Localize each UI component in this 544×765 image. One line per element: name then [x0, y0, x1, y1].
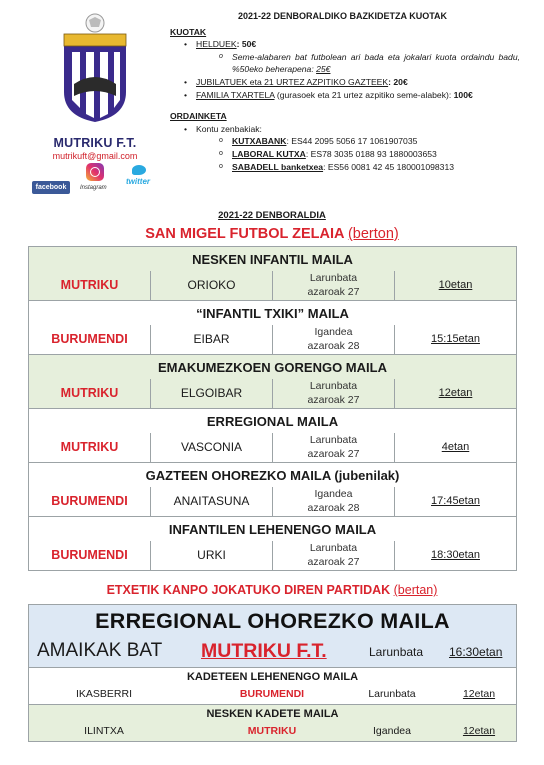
- instagram-label[interactable]: Instagram: [80, 185, 107, 191]
- rival-team: EIBAR: [151, 325, 273, 355]
- match-block: [29, 247, 517, 301]
- match-time: 16:30etan: [449, 645, 503, 659]
- facebook-badge[interactable]: facebook: [32, 181, 70, 194]
- match-date: Larunbata azaroak 27: [273, 433, 395, 463]
- match-time: 12etan: [462, 725, 496, 737]
- match-block: [29, 517, 517, 571]
- away-main-category: ERREGIONAL OHOREZKO MAILA: [29, 605, 516, 635]
- match-day: Igandea: [373, 725, 411, 737]
- home-team: BURUMENDI: [29, 325, 151, 355]
- bank-account: o SABADELL banketxea: ES56 0081 42 45 180001098313: [232, 161, 520, 174]
- fee-adults: • HELDUEK: 50€ o Seme-alabaren bat futbolean ari bada eta jokalari kuota ordaindu badu, %50eko beherapena: 25€: [196, 38, 520, 76]
- match-time: 15:15etan: [395, 325, 517, 355]
- match-category: INFANTILEN LEHENENGO MAILA: [29, 517, 517, 541]
- home-team: MUTRIKU: [29, 433, 151, 463]
- bank-accounts: [196, 135, 520, 173]
- fees-list: [170, 38, 520, 101]
- away-match: [29, 722, 516, 741]
- match-time: 4etan: [395, 433, 517, 463]
- home-matches-table: [28, 246, 517, 571]
- match-date: Igandea azaroak 28: [273, 487, 395, 517]
- rival-team: VASCONIA: [151, 433, 273, 463]
- match-date: Larunbata azaroak 27: [273, 379, 395, 409]
- social-links: [30, 163, 160, 199]
- away-title: ETXETIK KANPO JOKATUKO DIREN PARTIDAK (bertan): [106, 583, 438, 597]
- match-category: EMAKUMEZKOEN GORENGO MAILA: [29, 355, 517, 379]
- twitter-label[interactable]: twitter: [126, 177, 150, 186]
- match-category: GAZTEEN OHOREZKO MAILA (jubenilak): [29, 463, 517, 487]
- match-day: Larunbata: [368, 688, 416, 700]
- opponent-team: AMAIKAK BAT: [37, 640, 163, 661]
- venue-title: SAN MIGEL FUTBOL ZELAIA (berton): [145, 226, 399, 242]
- payment-heading: ORDAINKETA: [170, 111, 227, 122]
- rival-team: ORIOKO: [151, 271, 273, 301]
- twitter-icon[interactable]: [132, 165, 146, 175]
- club-team: BURUMENDI: [239, 688, 305, 700]
- match-category: ERREGIONAL MAILA: [29, 409, 517, 433]
- home-team: MUTRIKU: [29, 379, 151, 409]
- opponent-team: ILINTXA: [84, 725, 124, 737]
- rival-team: ELGOIBAR: [151, 379, 273, 409]
- instagram-icon[interactable]: [86, 163, 104, 181]
- match-block: [29, 463, 517, 517]
- away-matches-table: [28, 604, 517, 742]
- payment-list: [170, 123, 520, 173]
- match-day: Larunbata: [369, 645, 424, 659]
- opponent-team: IKASBERRI: [75, 688, 133, 700]
- club-team: MUTRIKU: [247, 725, 297, 737]
- match-category: “INFANTIL TXIKI” MAILA: [29, 301, 517, 325]
- rival-team: ANAITASUNA: [151, 487, 273, 517]
- club-email[interactable]: mutrikuft@gmail.com: [52, 151, 138, 161]
- home-team: BURUMENDI: [29, 541, 151, 571]
- membership-info: [170, 10, 520, 173]
- fees-title: 2021-22 DENBORALDIKO BAZKIDETZA KUOTAK: [238, 11, 448, 21]
- bank-account: o KUTXABANK: ES44 2095 5056 17 1061907035: [232, 135, 520, 148]
- match-time: 12etan: [395, 379, 517, 409]
- match-date: Larunbata azaroak 27: [273, 541, 395, 571]
- match-block: [29, 409, 517, 463]
- match-time: 17:45etan: [395, 487, 517, 517]
- club-name: MUTRIKU F.T.: [53, 136, 137, 150]
- home-team: BURUMENDI: [29, 487, 151, 517]
- match-date: Larunbata azaroak 27: [273, 271, 395, 301]
- club-crest-icon: [60, 12, 130, 124]
- away-match: [29, 685, 516, 704]
- season-title: 2021-22 DENBORALDIA: [218, 210, 326, 221]
- bank-account: o LABORAL KUTXA: ES78 3035 0188 93 1880003653: [232, 148, 520, 161]
- fees-heading: KUOTAK: [170, 26, 207, 37]
- club-team: MUTRIKU F.T.: [201, 640, 327, 662]
- payment-intro: • Kontu zenbakiak: o KUTXABANK: ES44 2095 5056 17 1061907035 o LABORAL KUTXA: ES78 3035 0188 93 1880003653 o SABADELL banketxea: ES56 0081 42 45 180001098313: [196, 123, 520, 173]
- match-time: 18:30etan: [395, 541, 517, 571]
- match-time: 10etan: [395, 271, 517, 301]
- match-time: 12etan: [462, 688, 496, 700]
- away-main-match: [29, 635, 516, 667]
- home-team: MUTRIKU: [29, 271, 151, 301]
- fee-family: • FAMILIA TXARTELA (gurasoek eta 21 urtez azpitiko seme-alabek): 100€: [196, 89, 520, 102]
- fee-adults-discount: o Seme-alabaren bat futbolean ari bada eta jokalari kuota ordaindu badu, %50eko beherapena: 25€: [232, 51, 520, 76]
- rival-team: URKI: [151, 541, 273, 571]
- match-block: [29, 301, 517, 355]
- match-category: NESKEN INFANTIL MAILA: [29, 247, 517, 271]
- match-block: [29, 355, 517, 409]
- away-category: KADETEEN LEHENENGO MAILA: [29, 667, 516, 685]
- fee-retired: • JUBILATUEK eta 21 URTEZ AZPITIKO GAZTEEK: 20€: [196, 76, 520, 89]
- club-identity: [30, 12, 160, 199]
- away-category: NESKEN KADETE MAILA: [29, 704, 516, 722]
- match-date: Igandea azaroak 28: [273, 325, 395, 355]
